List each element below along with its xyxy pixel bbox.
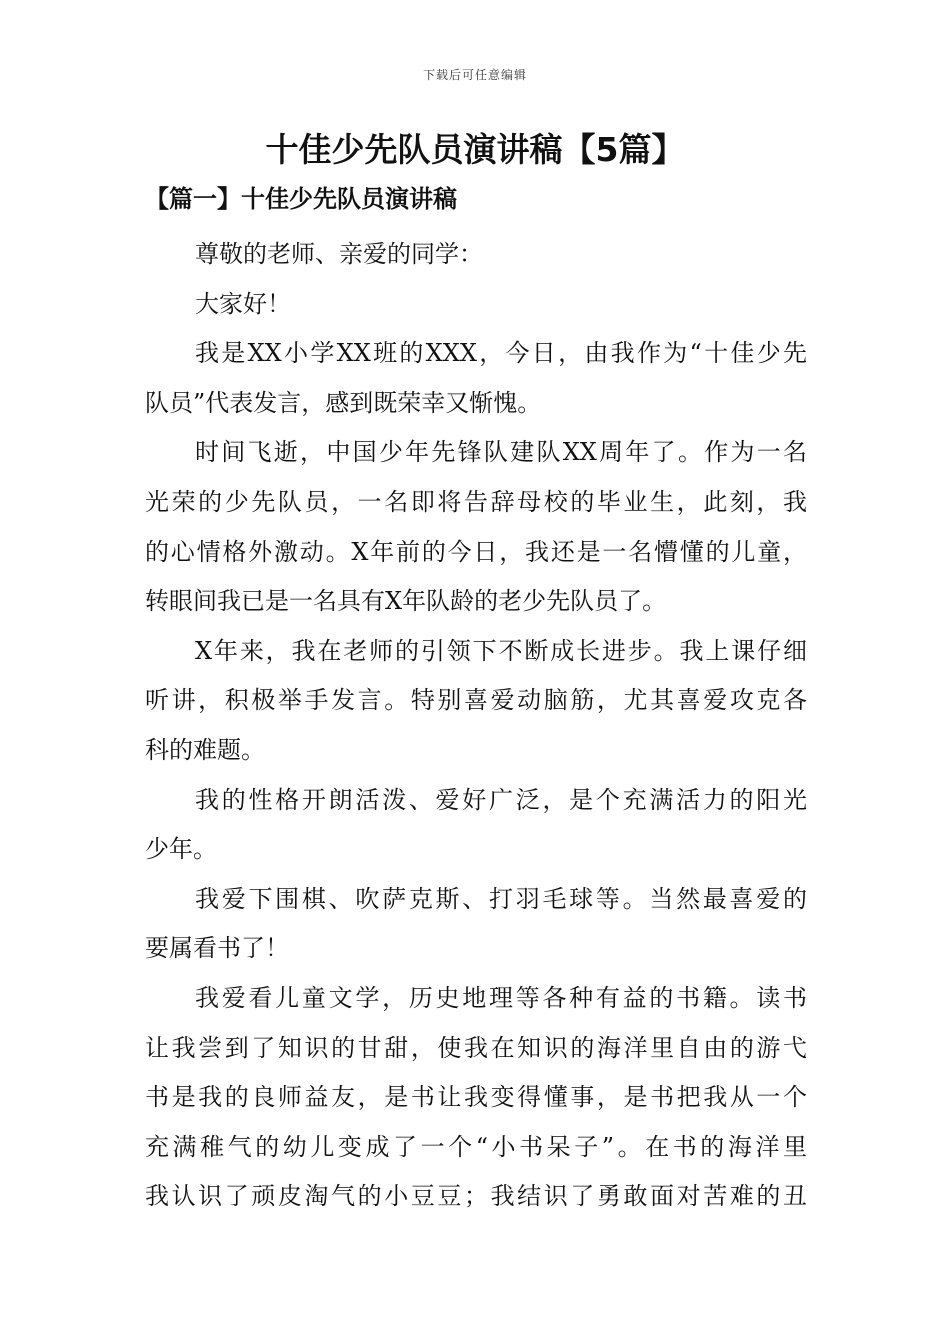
paragraph-line: 尊敬的老师、亲爱的同学： <box>195 240 483 268</box>
paragraph <box>145 428 807 626</box>
paragraph-line: 我是XX小学XX班的XXX，今日，由我作为“十佳少先 <box>195 339 807 368</box>
paragraph-line: 大家好！ <box>195 289 291 318</box>
paragraph-line: 科的难题。 <box>145 735 265 764</box>
paragraph-line: 要属看书了！ <box>145 934 289 963</box>
paragraph <box>145 776 807 875</box>
paragraph-line: 光荣的少先队员，一名即将告辞母校的毕业生，此刻，我 <box>145 487 807 516</box>
page-title: 十佳少先队员演讲稿【5篇】 <box>265 130 685 169</box>
paragraph <box>145 875 807 974</box>
paragraph-line: 转眼间我已是一名具有X年队龄的老少先队员了。 <box>145 587 667 616</box>
paragraph-line: 我爱下围棋、吹萨克斯、打羽毛球等。当然最喜爱的 <box>195 884 807 913</box>
paragraph <box>145 627 807 776</box>
paragraph-line: 让我尝到了知识的甘甜，使我在知识的海洋里自由的游弋 <box>145 1033 807 1062</box>
paragraph-line: 我的性格开朗活泼、爱好广泛，是个充满活力的阳光 <box>195 785 807 814</box>
paragraph-line: 书是我的良师益友，是书让我变得懂事，是书把我从一个 <box>145 1083 807 1112</box>
body-text <box>145 230 807 1222</box>
paragraph-line: 少年。 <box>145 835 217 864</box>
paragraph <box>145 329 807 428</box>
paragraph <box>145 230 807 280</box>
paragraph-line: 听讲，积极举手发言。特别喜爱动脑筋，尤其喜爱攻克各 <box>145 686 807 715</box>
header-note: 下载后可任意编辑 <box>422 68 527 82</box>
section-heading: 【篇一】十佳少先队员演讲稿 <box>145 184 457 213</box>
paragraph-line: 我爱看儿童文学，历史地理等各种有益的书籍。读书 <box>195 983 807 1012</box>
paragraph <box>145 280 807 330</box>
paragraph-line: X年来，我在老师的引领下不断成长进步。我上课仔细 <box>195 636 807 665</box>
paragraph-line: 我认识了顽皮淘气的小豆豆；我结识了勇敢面对苦难的丑 <box>145 1182 807 1211</box>
paragraph-line: 时间飞逝，中国少年先锋队建队XX周年了。作为一名 <box>195 438 807 467</box>
paragraph-line: 队员”代表发言，感到既荣幸又惭愧。 <box>145 388 542 417</box>
paragraph <box>145 974 807 1222</box>
paragraph-line: 的心情格外激动。X年前的今日，我还是一名懵懂的儿童， <box>145 537 807 566</box>
paragraph-line: 充满稚气的幼儿变成了一个“小书呆子”。在书的海洋里 <box>145 1132 807 1161</box>
